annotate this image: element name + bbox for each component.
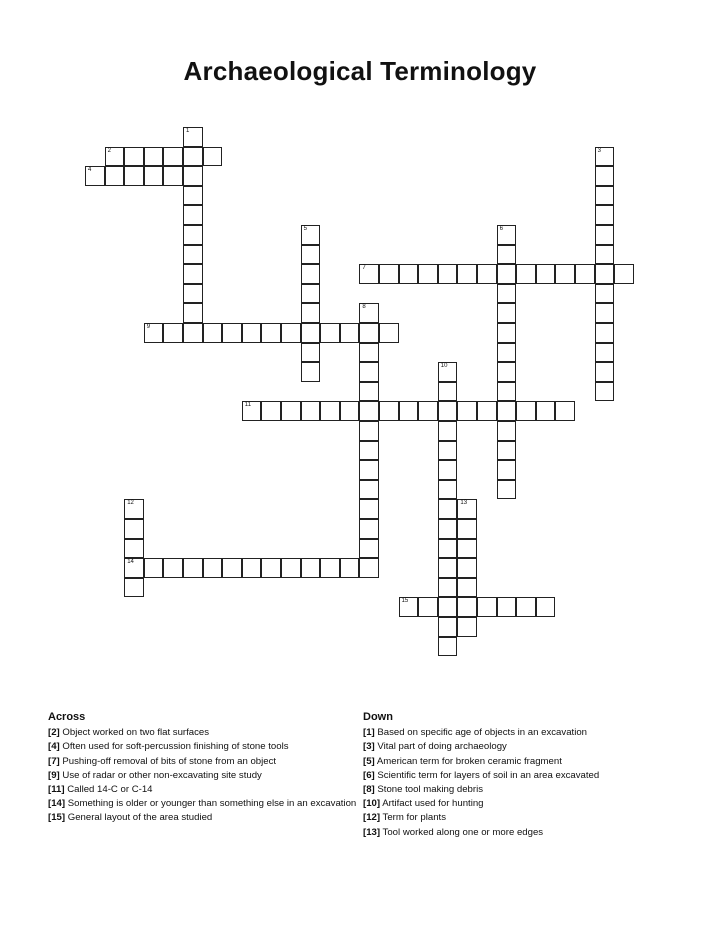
across-clues — [48, 710, 360, 826]
clue-item — [48, 797, 360, 811]
clue-number: 9 — [146, 324, 151, 330]
grid-cell[interactable] — [536, 264, 556, 284]
grid-cell[interactable] — [457, 401, 477, 421]
grid-cell[interactable] — [438, 460, 458, 480]
grid-cell[interactable] — [595, 343, 615, 363]
grid-cell[interactable] — [497, 284, 517, 304]
grid-cell[interactable] — [418, 264, 438, 284]
grid-cell[interactable] — [497, 441, 517, 461]
grid-cell[interactable] — [497, 421, 517, 441]
grid-cell[interactable] — [301, 284, 321, 304]
grid-cell[interactable] — [516, 597, 536, 617]
clue-item-number: [4] — [48, 741, 60, 753]
grid-cell[interactable] — [438, 401, 458, 421]
grid-cell[interactable] — [359, 401, 379, 421]
clue-item-text: American term for broken ceramic fragment — [374, 755, 562, 767]
grid-cell[interactable] — [438, 480, 458, 500]
grid-cell[interactable] — [183, 558, 203, 578]
clue-number: 15 — [401, 598, 409, 605]
grid-cell[interactable] — [438, 558, 458, 578]
grid-cell[interactable] — [595, 166, 615, 186]
grid-cell[interactable] — [359, 362, 379, 382]
grid-cell[interactable] — [595, 245, 615, 265]
clue-item-text: Tool worked along one or more edges — [380, 826, 544, 838]
grid-cell[interactable] — [124, 539, 144, 559]
grid-cell[interactable] — [379, 264, 399, 284]
grid-cell[interactable] — [457, 578, 477, 598]
grid-cell[interactable] — [438, 382, 458, 402]
clue-item — [363, 755, 663, 769]
grid-cell[interactable] — [105, 166, 125, 186]
clue-item — [363, 826, 663, 840]
grid-cell[interactable] — [281, 323, 301, 343]
grid-cell[interactable] — [438, 617, 458, 637]
grid-cell[interactable] — [614, 264, 634, 284]
clue-item — [363, 726, 663, 740]
grid-cell[interactable] — [595, 284, 615, 304]
grid-cell[interactable] — [85, 166, 105, 186]
grid-cell[interactable] — [497, 225, 517, 245]
grid-cell[interactable] — [595, 147, 615, 167]
clue-item-text: Pushing-off removal of bits of stone from an object — [59, 755, 277, 767]
grid-cell[interactable] — [144, 558, 164, 578]
clue-item-text: Use of radar or other non-excavating site study — [59, 769, 262, 781]
grid-cell[interactable] — [575, 264, 595, 284]
clue-item-text: Object worked on two flat surfaces — [59, 727, 210, 739]
grid-cell[interactable] — [340, 401, 360, 421]
grid-cell[interactable] — [438, 441, 458, 461]
grid-cell[interactable] — [242, 323, 262, 343]
grid-cell[interactable] — [399, 264, 419, 284]
grid-cell[interactable] — [595, 323, 615, 343]
grid-cell[interactable] — [320, 323, 340, 343]
grid-cell[interactable] — [301, 303, 321, 323]
grid-cell[interactable] — [438, 539, 458, 559]
grid-cell[interactable] — [340, 323, 360, 343]
clue-item-number: [3] — [363, 741, 375, 753]
grid-cell[interactable] — [301, 558, 321, 578]
grid-cell[interactable] — [399, 401, 419, 421]
grid-cell[interactable] — [203, 323, 223, 343]
grid-cell[interactable] — [144, 147, 164, 167]
clue-number: 14 — [127, 559, 134, 566]
clue-item-number: [10] — [363, 798, 381, 810]
grid-cell[interactable] — [536, 597, 556, 617]
clue-item-text: Term for plants — [380, 812, 446, 824]
grid-cell[interactable] — [359, 343, 379, 363]
grid-cell[interactable] — [438, 421, 458, 441]
clue-item-text: Vital part of doing archaeology — [374, 741, 507, 753]
grid-cell[interactable] — [301, 323, 321, 343]
clue-item-number: [7] — [48, 755, 60, 767]
grid-cell[interactable] — [183, 225, 203, 245]
clue-item-number: [8] — [363, 784, 375, 796]
clue-item-text: General layout of the area studied — [65, 812, 213, 824]
grid-cell[interactable] — [477, 401, 497, 421]
grid-cell[interactable] — [438, 499, 458, 519]
clue-item-number: [15] — [48, 812, 66, 824]
grid-cell[interactable] — [497, 460, 517, 480]
grid-cell[interactable] — [477, 264, 497, 284]
clue-item — [48, 755, 360, 769]
grid-cell[interactable] — [183, 127, 203, 147]
grid-cell[interactable] — [124, 166, 144, 186]
grid-cell[interactable] — [497, 382, 517, 402]
grid-cell[interactable] — [379, 401, 399, 421]
grid-cell[interactable] — [359, 539, 379, 559]
clue-item — [48, 769, 360, 783]
grid-cell[interactable] — [183, 303, 203, 323]
grid-cell[interactable] — [595, 303, 615, 323]
grid-cell[interactable] — [301, 362, 321, 382]
grid-cell[interactable] — [555, 401, 575, 421]
grid-cell[interactable] — [105, 147, 125, 167]
grid-cell[interactable] — [595, 382, 615, 402]
clue-item — [363, 783, 663, 797]
grid-cell[interactable] — [457, 617, 477, 637]
clue-item — [363, 740, 663, 754]
grid-cell[interactable] — [497, 323, 517, 343]
clue-item-text: Often used for soft-percussion finishing of stone tools — [59, 741, 289, 753]
clue-number: 3 — [597, 147, 601, 154]
grid-cell[interactable] — [124, 558, 144, 578]
grid-cell[interactable] — [418, 597, 438, 617]
grid-cell[interactable] — [144, 166, 164, 186]
grid-cell[interactable] — [301, 225, 321, 245]
clue-item-text: Based on specific age of objects in an excavation — [374, 727, 587, 739]
grid-cell[interactable] — [399, 597, 419, 617]
grid-cell[interactable] — [438, 519, 458, 539]
grid-cell[interactable] — [163, 147, 183, 167]
grid-cell[interactable] — [536, 401, 556, 421]
grid-cell[interactable] — [497, 343, 517, 363]
grid-cell[interactable] — [497, 480, 517, 500]
clue-item-text: Called 14-C or C-14 — [64, 784, 153, 796]
grid-cell[interactable] — [359, 460, 379, 480]
grid-cell[interactable] — [438, 637, 458, 657]
grid-cell[interactable] — [359, 499, 379, 519]
grid-cell[interactable] — [595, 186, 615, 206]
clue-number: 7 — [362, 265, 366, 272]
clue-item-number: [14] — [48, 798, 66, 810]
clue-number: 2 — [107, 147, 111, 154]
grid-cell[interactable] — [555, 264, 575, 284]
grid-cell[interactable] — [124, 519, 144, 539]
grid-cell[interactable] — [183, 284, 203, 304]
grid-cell[interactable] — [301, 264, 321, 284]
grid-cell[interactable] — [183, 147, 203, 167]
grid-cell[interactable] — [183, 323, 203, 343]
grid-cell[interactable] — [261, 401, 281, 421]
grid-cell[interactable] — [163, 323, 183, 343]
grid-cell[interactable] — [379, 323, 399, 343]
clue-item-number: [1] — [363, 727, 375, 739]
clue-item-text: Stone tool making debris — [374, 784, 483, 796]
grid-cell[interactable] — [359, 441, 379, 461]
grid-cell[interactable] — [497, 245, 517, 265]
grid-cell[interactable] — [261, 323, 281, 343]
grid-cell[interactable] — [261, 558, 281, 578]
clue-item — [48, 740, 360, 754]
grid-cell[interactable] — [457, 539, 477, 559]
clue-number: 4 — [88, 167, 92, 174]
grid-cell[interactable] — [438, 597, 458, 617]
grid-cell[interactable] — [320, 558, 340, 578]
clue-number: 12 — [127, 500, 134, 507]
grid-cell[interactable] — [477, 597, 497, 617]
clue-item-number: [9] — [48, 769, 60, 781]
clue-item — [48, 811, 360, 825]
grid-cell[interactable] — [497, 264, 517, 284]
grid-cell[interactable] — [516, 401, 536, 421]
grid-cell[interactable] — [281, 558, 301, 578]
clue-number: 10 — [440, 363, 448, 370]
grid-cell[interactable] — [516, 264, 536, 284]
grid-cell[interactable] — [222, 323, 242, 343]
clue-number: 13 — [460, 500, 468, 507]
clue-item — [363, 811, 663, 825]
grid-cell[interactable] — [183, 186, 203, 206]
clue-item — [363, 769, 663, 783]
grid-cell[interactable] — [497, 303, 517, 323]
clue-number: 6 — [499, 226, 503, 232]
clue-item-number: [5] — [363, 755, 375, 767]
clue-item-text: Something is older or younger than something else in an excavation — [65, 798, 357, 810]
grid-cell[interactable] — [301, 401, 321, 421]
clue-item-number: [13] — [363, 826, 381, 838]
clue-number: 5 — [303, 226, 307, 232]
grid-cell[interactable] — [183, 245, 203, 265]
grid-cell[interactable] — [281, 401, 301, 421]
grid-cell[interactable] — [595, 225, 615, 245]
grid-cell[interactable] — [242, 558, 262, 578]
grid-cell[interactable] — [124, 147, 144, 167]
grid-cell[interactable] — [163, 558, 183, 578]
grid-cell[interactable] — [183, 264, 203, 284]
puzzle-title: Archaeological Terminology — [183, 56, 537, 86]
clue-item-number: [6] — [363, 769, 375, 781]
clue-item-number: [2] — [48, 727, 60, 739]
grid-cell[interactable] — [359, 303, 379, 323]
across-clue-list — [48, 726, 360, 825]
clue-item — [48, 783, 360, 797]
grid-cell[interactable] — [595, 205, 615, 225]
grid-cell[interactable] — [222, 558, 242, 578]
clue-number: 1 — [186, 128, 190, 134]
clue-item-text: Artifact used for hunting — [380, 798, 484, 810]
grid-cell[interactable] — [124, 499, 144, 519]
grid-cell[interactable] — [438, 264, 458, 284]
grid-cell[interactable] — [359, 323, 379, 343]
down-clues — [363, 710, 663, 840]
clue-item — [48, 726, 360, 740]
grid-cell[interactable] — [438, 362, 458, 382]
grid-cell[interactable] — [301, 245, 321, 265]
clue-number: 11 — [244, 402, 252, 409]
grid-cell[interactable] — [359, 519, 379, 539]
grid-cell[interactable] — [457, 264, 477, 284]
grid-cell[interactable] — [124, 578, 144, 598]
grid-cell[interactable] — [320, 401, 340, 421]
clue-item — [363, 797, 663, 811]
across-heading: Across — [48, 711, 86, 723]
grid-cell[interactable] — [301, 343, 321, 363]
grid-cell[interactable] — [438, 578, 458, 598]
grid-cell[interactable] — [144, 323, 164, 343]
grid-cell[interactable] — [340, 558, 360, 578]
grid-cell[interactable] — [183, 166, 203, 186]
grid-cell[interactable] — [457, 558, 477, 578]
grid-cell[interactable] — [359, 558, 379, 578]
grid-cell[interactable] — [359, 382, 379, 402]
down-clue-list — [363, 726, 663, 840]
grid-cell[interactable] — [457, 499, 477, 519]
clue-number: 8 — [362, 304, 366, 311]
grid-cell[interactable] — [242, 401, 262, 421]
grid-cell[interactable] — [418, 401, 438, 421]
grid-cell[interactable] — [457, 597, 477, 617]
grid-cell[interactable] — [497, 401, 517, 421]
down-heading: Down — [363, 711, 393, 723]
grid-cell[interactable] — [457, 519, 477, 539]
grid-cell[interactable] — [163, 166, 183, 186]
grid-cell[interactable] — [595, 264, 615, 284]
clue-item-number: [11] — [48, 784, 65, 796]
clue-item-number: [12] — [363, 812, 381, 824]
clue-item-text: Scientific term for layers of soil in an area excavated — [374, 769, 600, 781]
grid-cell[interactable] — [497, 362, 517, 382]
grid-cell[interactable] — [203, 147, 223, 167]
grid-cell[interactable] — [595, 362, 615, 382]
grid-cell[interactable] — [359, 264, 379, 284]
grid-cell[interactable] — [203, 558, 223, 578]
grid-cell[interactable] — [359, 480, 379, 500]
grid-cell[interactable] — [183, 205, 203, 225]
grid-cell[interactable] — [359, 421, 379, 441]
grid-cell[interactable] — [497, 597, 517, 617]
